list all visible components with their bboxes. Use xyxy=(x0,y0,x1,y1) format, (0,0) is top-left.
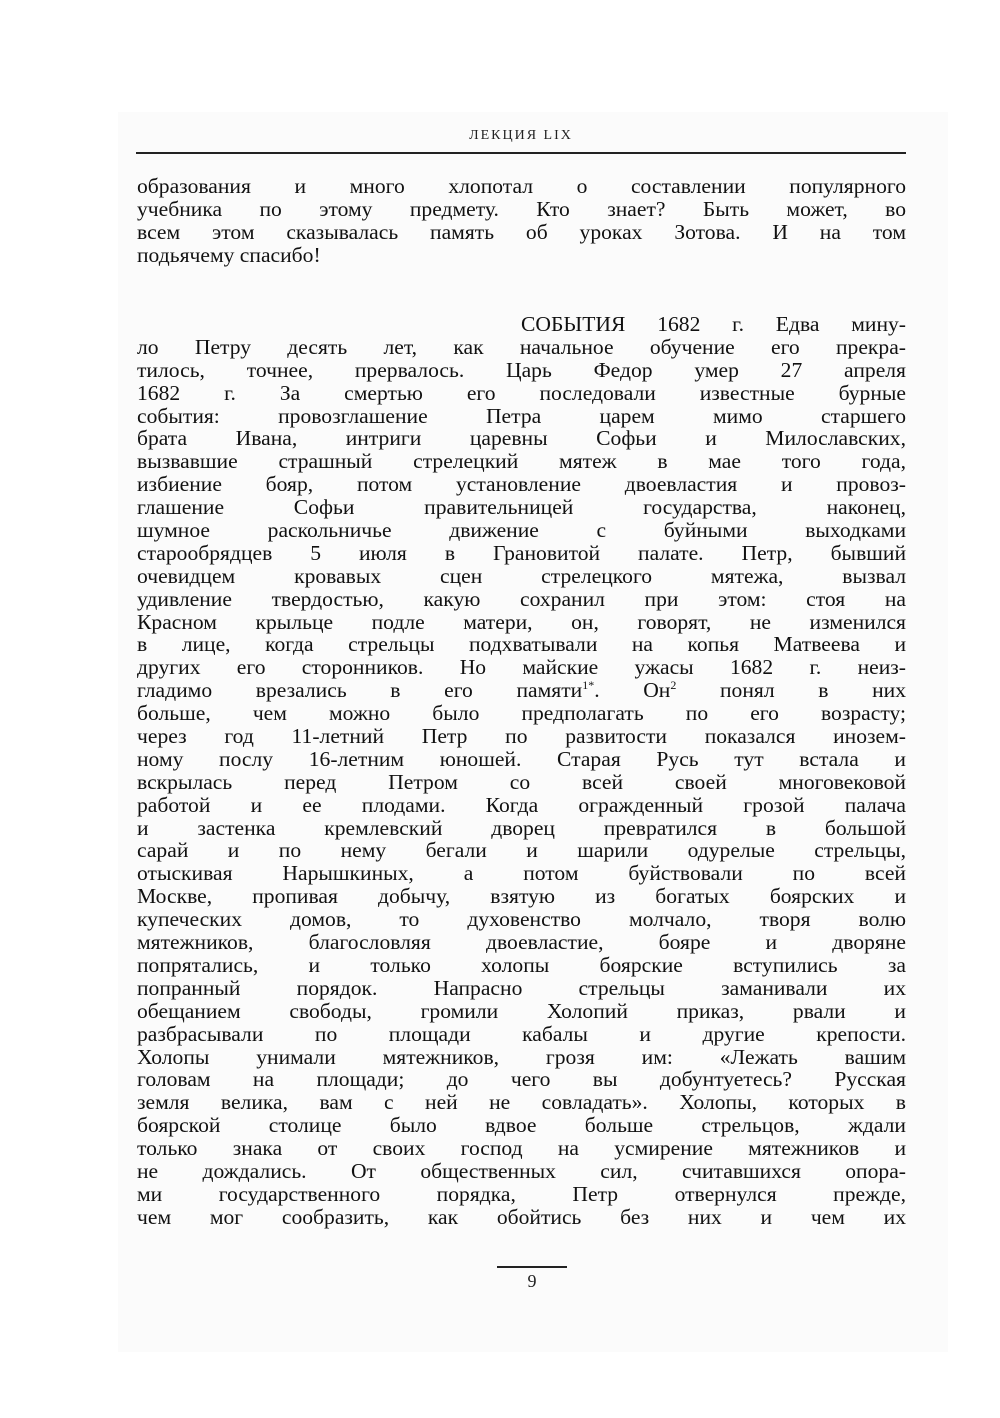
text-line: не дождались. От общественных сил, считавшихся опора- xyxy=(137,1158,906,1183)
text-line: брата Ивана, интриги царевны Софьи и Милославских, xyxy=(137,426,906,451)
text-line: больше, чем можно было предполагать по его возрасту; xyxy=(137,701,906,726)
text-line: образования и много хлопотал о составлении популярного xyxy=(137,174,906,198)
footnote-mark: 1* xyxy=(582,678,595,693)
text-line: чем мог сообразить, как обойтись без них и чем их xyxy=(137,1204,906,1229)
text-line: и застенка кремлевский дворец превратился в большой xyxy=(137,815,906,840)
text-line: Москве, пропивая добычу, взятую из богатых боярских и xyxy=(137,884,906,909)
text-line: попранный порядок. Напрасно стрельцы заманивали их xyxy=(137,975,906,1000)
text-line: сарай и по нему бегали и шарили одурелые стрельцы, xyxy=(137,838,906,863)
paragraph-continuation xyxy=(137,175,906,267)
text-line: всем этом сказывалась память об уроках Зотова. И на том xyxy=(137,219,906,244)
text-line-with-notes xyxy=(137,679,906,702)
text-line: земля велика, вам с ней не совладать». Холопы, которых в xyxy=(137,1090,906,1115)
text-line: удивление твердостью, какую сохранил при этом: стоя на xyxy=(137,586,906,611)
text-line: глашение Софьи правительницей государства, наконец, xyxy=(137,495,906,520)
text-line: попрятались, и только холопы боярские вступились за xyxy=(137,952,906,977)
text-line: купеческих домов, то духовенство молчало, творя волю xyxy=(137,907,906,932)
text-line: ному послу 16-летним юношей. Старая Русь тут встала и xyxy=(137,746,906,771)
text-line: других его сторонников. Но майские ужасы 1682 г. неиз- xyxy=(137,655,906,680)
text-line: ло Петру десять лет, как начальное обучение его прекра- xyxy=(137,334,906,359)
text-line: подьячему спасибо! xyxy=(137,242,321,267)
text-line: Холопы унимали мятежников, грозя им: «Лежать вашим xyxy=(137,1044,906,1069)
text-line: 1682 г. За смертью его последовали известные бурные xyxy=(137,380,906,405)
text-line: вскрылась перед Петром со всей своей многовековой xyxy=(137,769,906,794)
text-line: старообрядцев 5 июля в Грановитой палате. Петр, бывший xyxy=(137,540,906,565)
text-line: очевидцем кровавых сцен стрелецкого мятежа, вызвал xyxy=(137,563,906,588)
text-line: разбрасывали по площади кабалы и другие крепости. xyxy=(137,1021,906,1046)
text-line: тилось, точнее, прервалось. Царь Федор умер 27 апреля xyxy=(137,357,906,382)
text-fragment: . Он xyxy=(594,678,671,703)
text-line: через год 11-летний Петр по развитости показался инозем- xyxy=(137,724,906,749)
text-line: головам на площади; до чего вы добунтуетесь? Русская xyxy=(137,1067,906,1092)
text-line: работой и ее плодами. Когда огражденный грозой палача xyxy=(137,792,906,817)
text-line: отыскивая Нарышкиных, а потом буйствовали по всей xyxy=(137,861,906,886)
text-line: только знака от своих господ на усмирение мятежников и xyxy=(137,1136,906,1161)
text-fragment: понял в них xyxy=(676,678,906,703)
text-line: шумное раскольничье движение с буйными выходками xyxy=(137,518,906,543)
footer-rule xyxy=(497,1266,567,1268)
text-line: учебника по этому предмету. Кто знает? Быть может, во xyxy=(137,196,906,221)
page-number: 9 xyxy=(527,1271,537,1291)
header-rule xyxy=(136,152,906,154)
footnote-mark: 2 xyxy=(670,678,677,693)
text-line: избиение бояр, потом установление двоевластия и провоз- xyxy=(137,472,906,497)
running-head: ЛЕКЦИЯ LIX xyxy=(469,128,573,143)
text-line: мятежников, благословляя двоевластие, бояре и дворяне xyxy=(137,930,906,955)
text-line: в лице, когда стрельцы подхватывали на копья Матвеева и xyxy=(137,632,906,657)
text-line: события: провозглашение Петра царем мимо старшего xyxy=(137,403,906,428)
text-line: обещанием свободы, громили Холопий приказ, рвали и xyxy=(137,998,906,1023)
section-heading-line: СОБЫТИЯ 1682 г. Едва мину- xyxy=(521,312,906,336)
text-line: Красном крыльце подле матери, он, говорят, не изменился xyxy=(137,609,906,634)
text-line: боярской столице было вдвое больше стрельцов, ждали xyxy=(137,1113,906,1138)
text-line: вызвавшие страшный стрелецкий мятеж в мае того года, xyxy=(137,449,906,474)
paragraph-events-1682 xyxy=(137,313,906,1229)
text-line: ми государственного порядка, Петр отвернулся прежде, xyxy=(137,1181,906,1206)
text-fragment: гладимо врезались в его памяти xyxy=(137,678,583,703)
